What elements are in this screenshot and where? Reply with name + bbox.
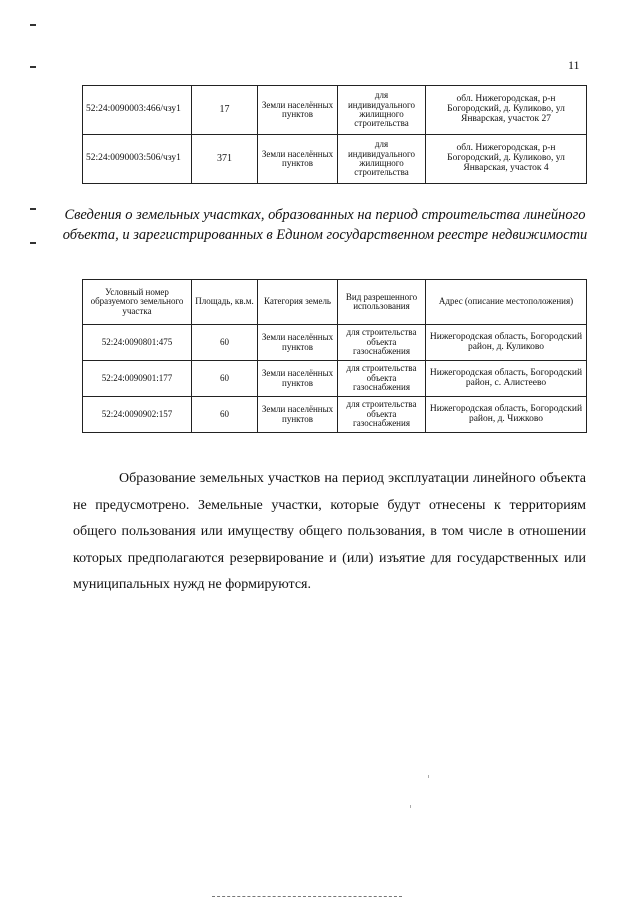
cell-category: Земли населённых пунктов — [258, 325, 338, 361]
top-land-plots-table — [82, 85, 587, 184]
registered-land-plots-table — [82, 279, 587, 433]
cell-use: для индивидуального жилищного строительства — [338, 135, 426, 184]
scan-speck — [410, 805, 411, 808]
cell-address: Нижегородская область, Богородский район, д. Куликово — [426, 325, 587, 361]
cell-address: Нижегородская область, Богородский район, д. Чижково — [426, 397, 587, 433]
header-number: Условный номер образуемого земельного участка — [83, 280, 192, 325]
cell-area: 17 — [192, 86, 258, 135]
scan-mark — [30, 208, 36, 210]
cell-number: 52:24:0090003:506/чзу1 — [83, 135, 192, 184]
cell-address: обл. Нижегородская, р-н Богородский, д. Куликово, ул Январская, участок 4 — [426, 135, 587, 184]
cell-number: 52:24:0090901:177 — [83, 361, 192, 397]
cell-area: 60 — [192, 397, 258, 433]
cell-category: Земли населённых пунктов — [258, 86, 338, 135]
body-paragraph: Образование земельных участков на период эксплуатации линейного объекта не предусмотрено. Земельные участки, которые будут отнесены к территориям общего пользования или имуществу общего пользования, в том числе в отношении которых предполагаются резервирование и (или) изъятие для государственных или муниципальных нужд не формируются. — [73, 471, 586, 592]
cell-number: 52:24:0090801:475 — [83, 325, 192, 361]
cell-number: 52:24:0090902:157 — [83, 397, 192, 433]
cell-area: 60 — [192, 325, 258, 361]
cell-address: обл. Нижегородская, р-н Богородский, д. Куликово, ул Январская, участок 27 — [426, 86, 587, 135]
cell-use: для строительства объекта газоснабжения — [338, 325, 426, 361]
cell-use: для индивидуального жилищного строительства — [338, 86, 426, 135]
cell-area: 371 — [192, 135, 258, 184]
cell-category: Земли населённых пунктов — [258, 361, 338, 397]
cell-use: для строительства объекта газоснабжения — [338, 397, 426, 433]
cell-number: 52:24:0090003:466/чзу1 — [83, 86, 192, 135]
header-category: Категория земель — [258, 280, 338, 325]
cell-use: для строительства объекта газоснабжения — [338, 361, 426, 397]
header-address: Адрес (описание местоположения) — [426, 280, 587, 325]
cell-category: Земли населённых пунктов — [258, 397, 338, 433]
table-row — [83, 361, 587, 397]
cell-category: Земли населённых пунктов — [258, 135, 338, 184]
scan-mark — [30, 66, 36, 68]
scan-edge-line — [212, 896, 402, 897]
cell-address: Нижегородская область, Богородский район, с. Алистеево — [426, 361, 587, 397]
scan-speck — [428, 775, 429, 778]
table-row — [83, 397, 587, 433]
table-row — [83, 135, 587, 184]
scan-mark — [30, 24, 36, 26]
table-row — [83, 86, 587, 135]
table-row — [83, 325, 587, 361]
table-header-row — [83, 280, 587, 325]
scan-mark — [30, 242, 36, 244]
page-number: 11 — [568, 58, 580, 72]
header-area: Площадь, кв.м. — [192, 280, 258, 325]
cell-area: 60 — [192, 361, 258, 397]
section-heading: Сведения о земельных участках, образованных на период строительства линейного объекта, и зарегистрированных в Едином государственном реестре недвижимости — [62, 207, 588, 243]
header-use: Вид разрешенного использования — [338, 280, 426, 325]
